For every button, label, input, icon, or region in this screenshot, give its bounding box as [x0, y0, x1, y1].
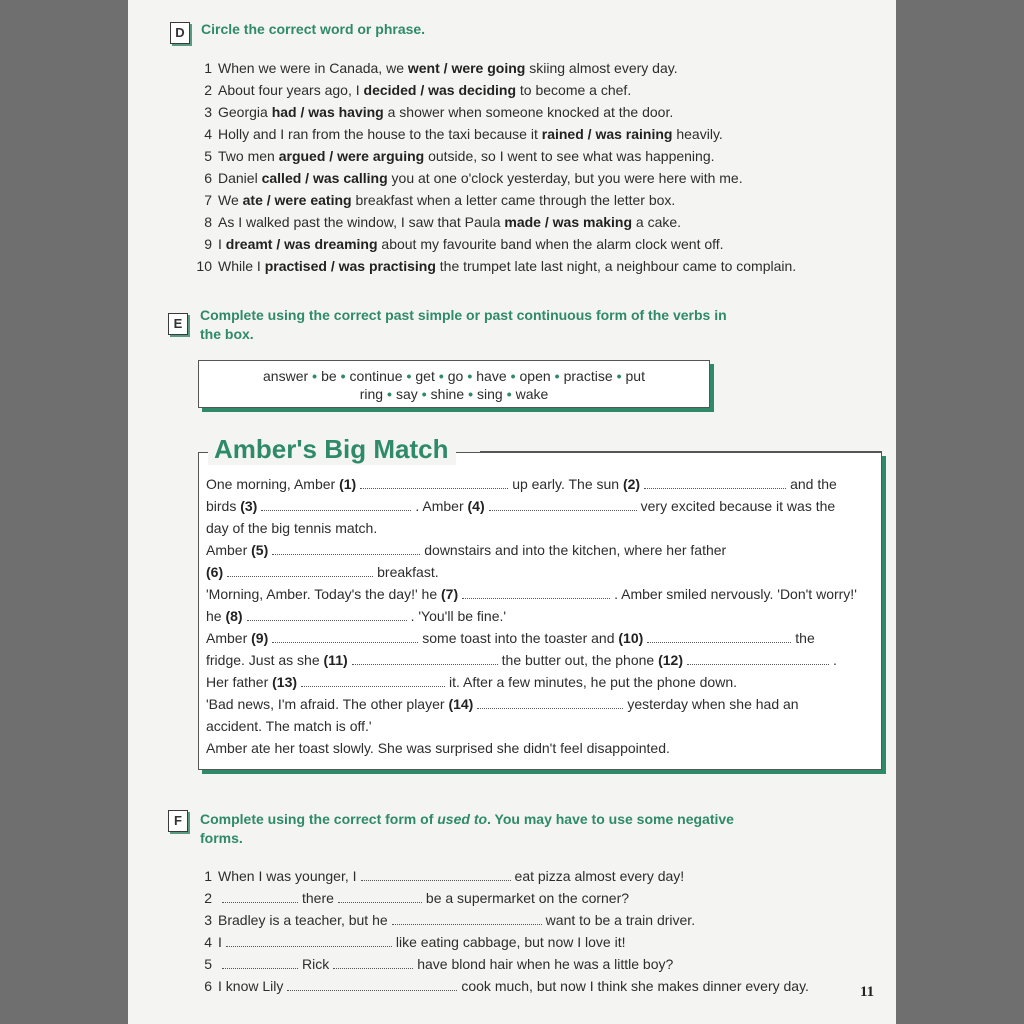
exercise-d-5: 5 Two men argued / were arguing outside, so I went to see what was happening. [204, 148, 715, 164]
verb-word: shine [430, 386, 465, 402]
story-line-5: (6) breakfast. [206, 564, 439, 580]
story-line-7: he (8) . 'You'll be fine.' [206, 608, 507, 624]
exercise-d-3: 3 Georgia had / was having a shower when someone knocked at the door. [204, 104, 674, 120]
answer-blank[interactable] [272, 544, 420, 555]
story-line-10: Her father (13) it. After a few minutes, he put the phone down. [206, 674, 738, 690]
answer-blank[interactable] [272, 632, 418, 643]
story-line-4: Amber (5) downstairs and into the kitchen, where her father [206, 542, 727, 558]
answer-blank[interactable] [247, 610, 407, 621]
exercise-d-6: 6 Daniel called / was calling you at one o'clock yesterday, but you were here with me. [204, 170, 743, 186]
exercise-d-4: 4 Holly and I ran from the house to the taxi because it rained / was raining heavily. [204, 126, 723, 142]
answer-blank[interactable] [647, 632, 791, 643]
verb-word: continue [349, 368, 403, 384]
story-line-1: One morning, Amber (1) up early. The sun (2) and the [206, 476, 837, 492]
story-line-12: accident. The match is off.' [206, 718, 372, 734]
answer-blank[interactable] [644, 478, 786, 489]
exercise-f-3: 3 Bradley is a teacher, but he want to be a train driver. [204, 912, 696, 928]
answer-blank[interactable] [222, 892, 298, 903]
section-e-instruction: Complete using the correct past simple or past continuous form of the verbs in the box. [200, 307, 727, 342]
section-d-letter: D [170, 22, 190, 44]
verb-word: practise [563, 368, 613, 384]
verb-word: answer [263, 368, 309, 384]
exercise-f-6: 6 I know Lily cook much, but now I think she makes dinner every day. [204, 978, 809, 994]
verb-word: say [395, 386, 418, 402]
section-f-instruction: Complete using the correct form of used to. You may have to use some negative forms. [200, 811, 734, 846]
answer-blank[interactable] [687, 654, 829, 665]
verb-word: get [415, 368, 435, 384]
exercise-d-8: 8 As I walked past the window, I saw that Paula made / was making a cake. [204, 214, 682, 230]
verb-word: sing [477, 386, 503, 402]
section-e-letter: E [168, 313, 188, 335]
exercise-d-1: 1 When we were in Canada, we went / were going skiing almost every day. [204, 60, 678, 76]
answer-blank[interactable] [489, 500, 637, 511]
verb-word: put [625, 368, 645, 384]
answer-blank[interactable] [360, 478, 508, 489]
answer-blank[interactable] [392, 914, 542, 925]
verb-word: be [321, 368, 337, 384]
exercise-f-5: 5 Rick have blond hair when he was a little boy? [204, 956, 674, 972]
exercise-f-2: 2 there be a supermarket on the corner? [204, 890, 630, 906]
exercise-d-7: 7 We ate / were eating breakfast when a letter came through the letter box. [204, 192, 676, 208]
answer-blank[interactable] [287, 980, 457, 991]
page-number: 11 [860, 984, 875, 1000]
workbook-page [128, 0, 896, 1024]
answer-blank[interactable] [226, 936, 392, 947]
answer-blank[interactable] [222, 958, 298, 969]
story-title: Amber's Big Match [208, 434, 456, 465]
verb-word: go [447, 368, 464, 384]
exercise-f-1: 1 When I was younger, I eat pizza almost every day! [204, 868, 685, 884]
exercise-f-4: 4 I like eating cabbage, but now I love it! [204, 934, 626, 950]
story-line-2: birds (3) . Amber (4) very excited because it was the [206, 498, 836, 514]
exercise-d-10: 10 While I practised / was practising the trumpet late last night, a neighbour came to complain. [196, 258, 797, 274]
verb-box [198, 360, 710, 408]
answer-blank[interactable] [333, 958, 413, 969]
story-line-3: day of the big tennis match. [206, 520, 378, 536]
answer-blank[interactable] [477, 698, 623, 709]
story-line-13: Amber ate her toast slowly. She was surprised she didn't feel disappointed. [206, 740, 670, 756]
verb-box-row-2: ring • say • shine • sing • wake [359, 386, 549, 402]
story-line-9: fridge. Just as she (11) the butter out, the phone (12) . [206, 652, 837, 668]
exercise-d-9: 9 I dreamt / was dreaming about my favourite band when the alarm clock went off. [204, 236, 724, 252]
story-title-rule [480, 451, 882, 453]
story-line-11: 'Bad news, I'm afraid. The other player (14) yesterday when she had an [206, 696, 799, 712]
answer-blank[interactable] [338, 892, 422, 903]
verb-word: open [519, 368, 551, 384]
answer-blank[interactable] [301, 676, 445, 687]
answer-blank[interactable] [462, 588, 610, 599]
verb-word: ring [359, 386, 384, 402]
answer-blank[interactable] [261, 500, 411, 511]
answer-blank[interactable] [361, 870, 511, 881]
verb-word: have [476, 368, 507, 384]
answer-blank[interactable] [352, 654, 498, 665]
exercise-d-2: 2 About four years ago, I decided / was deciding to become a chef. [204, 82, 632, 98]
answer-blank[interactable] [227, 566, 373, 577]
verb-box-row-1: answer • be • continue • get • go • have • open • practise • put [263, 368, 645, 384]
story-line-8: Amber (9) some toast into the toaster and (10) the [206, 630, 815, 646]
story-line-6: 'Morning, Amber. Today's the day!' he (7) . Amber smiled nervously. 'Don't worry!' [206, 586, 857, 602]
section-d-instruction: Circle the correct word or phrase. [201, 21, 426, 37]
section-f-letter: F [168, 810, 188, 832]
verb-word: wake [515, 386, 549, 402]
